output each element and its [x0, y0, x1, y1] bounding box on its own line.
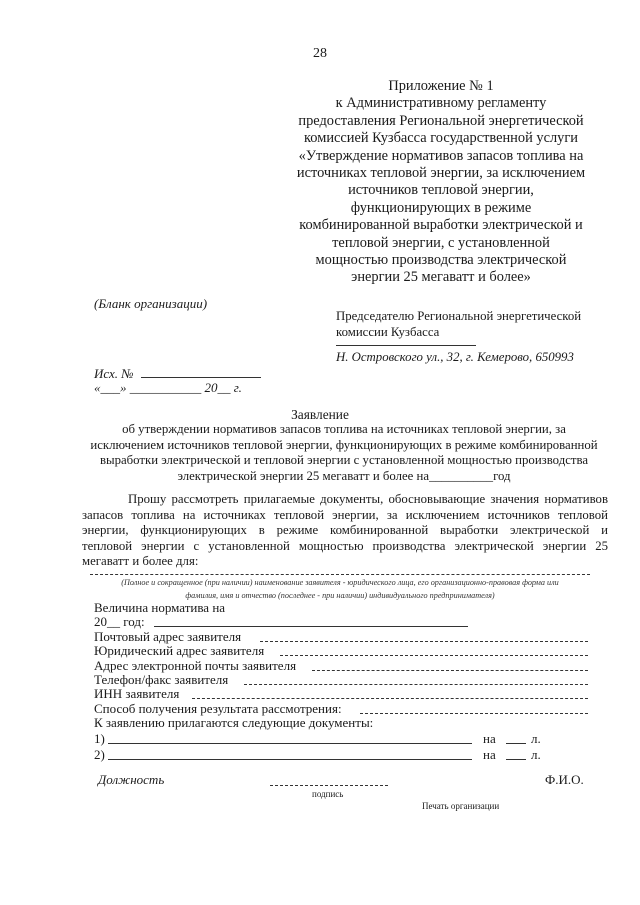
appendix-line: мощностью производства электрической	[315, 252, 567, 269]
appendix-line: предоставления Региональной энергетической	[298, 112, 584, 129]
outgoing-number-label: Исх. №	[94, 366, 134, 381]
subtitle-line: выработки электрической и тепловой энергии с установленной мощностью производства	[99, 453, 589, 468]
stamp-label: Печать организации	[422, 801, 500, 811]
body-line: тепловой энергии с установленной мощностью производства электрической энергии 25	[82, 538, 608, 553]
signature-label: подпись	[312, 789, 344, 799]
email-line[interactable]	[312, 670, 588, 671]
signature-position: Должность	[98, 772, 165, 787]
appendix-line: источников тепловой энергии,	[348, 182, 534, 199]
appendix-line: комбинированной выработки электрической и	[299, 217, 583, 234]
page-number: 28	[313, 46, 327, 61]
appendix-line: «Утверждение нормативов запасов топлива на	[298, 147, 584, 164]
attached-label: К заявлению прилагаются следующие документы:	[94, 715, 374, 731]
document-name-line[interactable]	[108, 743, 472, 744]
email-label: Адрес электронной почты заявителя	[94, 657, 297, 673]
signature-line[interactable]	[270, 785, 388, 786]
subtitle-line: электрической энергии 25 мегаватт и более на__________год	[177, 468, 511, 483]
appendix-header	[282, 78, 600, 287]
document-on-label: на	[483, 731, 496, 746]
postal-address-line[interactable]	[260, 641, 588, 642]
body-line: мегаватт и более для:	[82, 554, 199, 569]
body-line: запасов топлива на источниках тепловой энергии, за исключением источников тепловой	[82, 507, 608, 522]
legal-address-label: Юридический адрес заявителя	[94, 643, 265, 659]
result-method-line[interactable]	[360, 713, 588, 714]
addressee-block	[336, 308, 581, 340]
legal-address-line[interactable]	[280, 655, 588, 656]
addressee-line: Председателю Региональной энергетической	[336, 309, 582, 323]
appendix-line: комиссией Кузбасса государственной услуги	[304, 130, 578, 147]
document-sheets-line[interactable]	[506, 759, 526, 760]
statement-title: Заявление	[291, 407, 349, 422]
inn-label: ИНН заявителя	[94, 686, 180, 702]
document-sheets-label: л.	[531, 747, 541, 762]
applicant-name-note	[90, 576, 590, 602]
outgoing-number-line	[141, 377, 261, 378]
body-line: Прошу рассмотреть прилагаемые документы, обосновывающие значения нормативов	[128, 492, 608, 506]
body-line: энергии, функционирующих в режиме комбинированной выработки электрической и	[82, 523, 608, 538]
appendix-line: к Административному регламенту	[335, 95, 547, 112]
appendix-line: энергии 25 мегаватт и более»	[351, 269, 531, 286]
appendix-line: Приложение № 1	[388, 78, 494, 94]
note-line: фамилия, имя и отчество (последнее - при наличии) индивидуального предпринимателя)	[185, 591, 495, 600]
year-value-line[interactable]	[154, 626, 468, 627]
inn-line[interactable]	[192, 698, 588, 699]
statement-subtitle	[82, 422, 606, 484]
addressee-line: комиссии Кузбасса	[336, 325, 440, 339]
outgoing-date: «___» ___________ 20__ г.	[94, 380, 242, 395]
phone-label: Телефон/факс заявителя	[94, 671, 229, 687]
addressee-address: Н. Островского ул., 32, г. Кемерово, 650993	[336, 350, 574, 364]
statement-body	[82, 492, 608, 570]
applicant-name-line	[90, 574, 590, 575]
subtitle-line: исключением источников тепловой энергии, функционирующих в режиме комбинированной	[90, 437, 598, 452]
document-sheets-label: л.	[531, 731, 541, 746]
result-method-label: Способ получения результата рассмотрения:	[94, 700, 342, 716]
norm-value-label: Величина норматива на	[94, 600, 226, 615]
note-line: (Полное и сокращенное (при наличии) наименование заявителя - юридического лица, его организационно-правовая форма или	[121, 578, 559, 587]
subtitle-line: об утверждении нормативов запасов топлива на источниках тепловой энергии, за	[122, 422, 566, 436]
document-number: 2)	[94, 747, 105, 762]
appendix-line: тепловой энергии, с установленной	[332, 234, 550, 251]
letterhead-placeholder: (Бланк организации)	[94, 296, 208, 311]
document-sheets-line[interactable]	[506, 743, 526, 744]
addressee-rule	[336, 345, 476, 346]
appendix-line: функционирующих в режиме	[350, 199, 532, 216]
phone-line[interactable]	[244, 684, 588, 685]
postal-address-label: Почтовый адрес заявителя	[94, 628, 242, 644]
document-number: 1)	[94, 731, 105, 746]
document-name-line[interactable]	[108, 759, 472, 760]
year-label: 20__ год:	[94, 614, 145, 630]
appendix-line: источниках тепловой энергии, за исключением	[296, 165, 586, 182]
document-on-label: на	[483, 747, 496, 762]
signature-name: Ф.И.О.	[545, 772, 584, 787]
